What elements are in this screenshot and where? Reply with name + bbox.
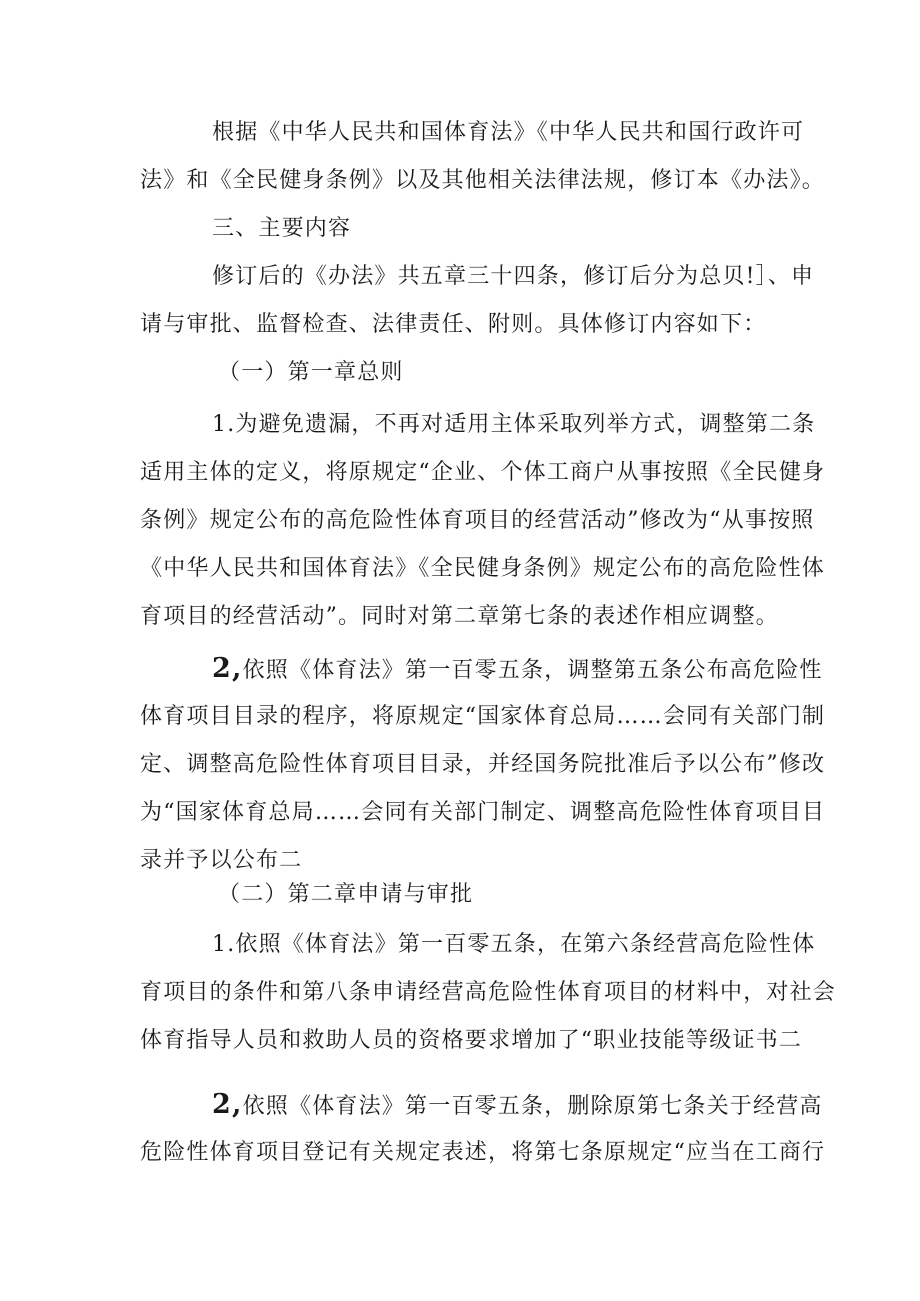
paragraph-line: 请与审批、监督检查、法律责任、附则。具体修订内容如下： [140,312,767,337]
paragraph-line: 体育指导人员和救助人员的资格要求增加了“职业技能等级证书二 [140,1028,803,1053]
paragraph-line: 法》和《全民健身条例》以及其他相关法律法规，修订本《办法》。 [140,168,826,193]
paragraph-line: 适用主体的定义，将原规定“企业、个体工商户从事按照《全民健身 [140,460,826,485]
paragraph-line [212,653,823,684]
subsection-heading: （一）第一章总则 [218,360,404,385]
paragraph-line: 1.为避免遗漏，不再对适用主体采取列举方式，调整第二条 [212,412,816,437]
paragraph-line: 根据《中华人民共和国体育法》《中华人民共和国行政许可 [212,120,805,145]
paragraph-line: 条例》规定公布的高危险性体育项目的经营活动”修改为“从事按照 [140,508,815,533]
item-number: 2, [212,653,243,684]
subsection-heading: （二）第二章申请与审批 [218,882,474,907]
paragraph-line: 为“国家体育总局……会同有关部门制定、调整高危险性体育项目目 [140,800,826,825]
paragraph-line: 育项目的经营活动”。同时对第二章第七条的表述作相应调整。 [140,604,779,629]
item-number: 2, [212,1089,243,1120]
paragraph-line [212,1089,823,1120]
line-text: 依照《体育法》第一百零五条，删除原第七条关于经营高 [242,1094,823,1119]
paragraph-line: 体育项目目录的程序，将原规定“国家体育总局……会同有关部门制 [140,704,826,729]
paragraph-line: 危险性体育项目登记有关规定表述，将第七条原规定“应当在工商行 [140,1140,826,1165]
paragraph-line: 录并予以公布二 [140,848,303,873]
paragraph-line: 《中华人民共和国体育法》《全民健身条例》规定公布的高危险性体 [140,556,826,581]
section-heading: 三、主要内容 [212,216,352,241]
line-text: 依照《体育法》第一百零五条，调整第五条公布高危险性 [242,658,823,683]
paragraph-line: 1.依照《体育法》第一百零五条，在第六条经营高危险性体 [212,932,816,957]
paragraph-line: 育项目的条件和第八条申请经营高危险性体育项目的材料中，对社会 [140,980,837,1005]
paragraph-line: 定、调整高危险性体育项目目录，并经国务院批准后予以公布”修改 [140,752,826,777]
paragraph-line: 修订后的《办法》共五章三十四条，修订后分为总贝!］、申 [212,264,815,289]
